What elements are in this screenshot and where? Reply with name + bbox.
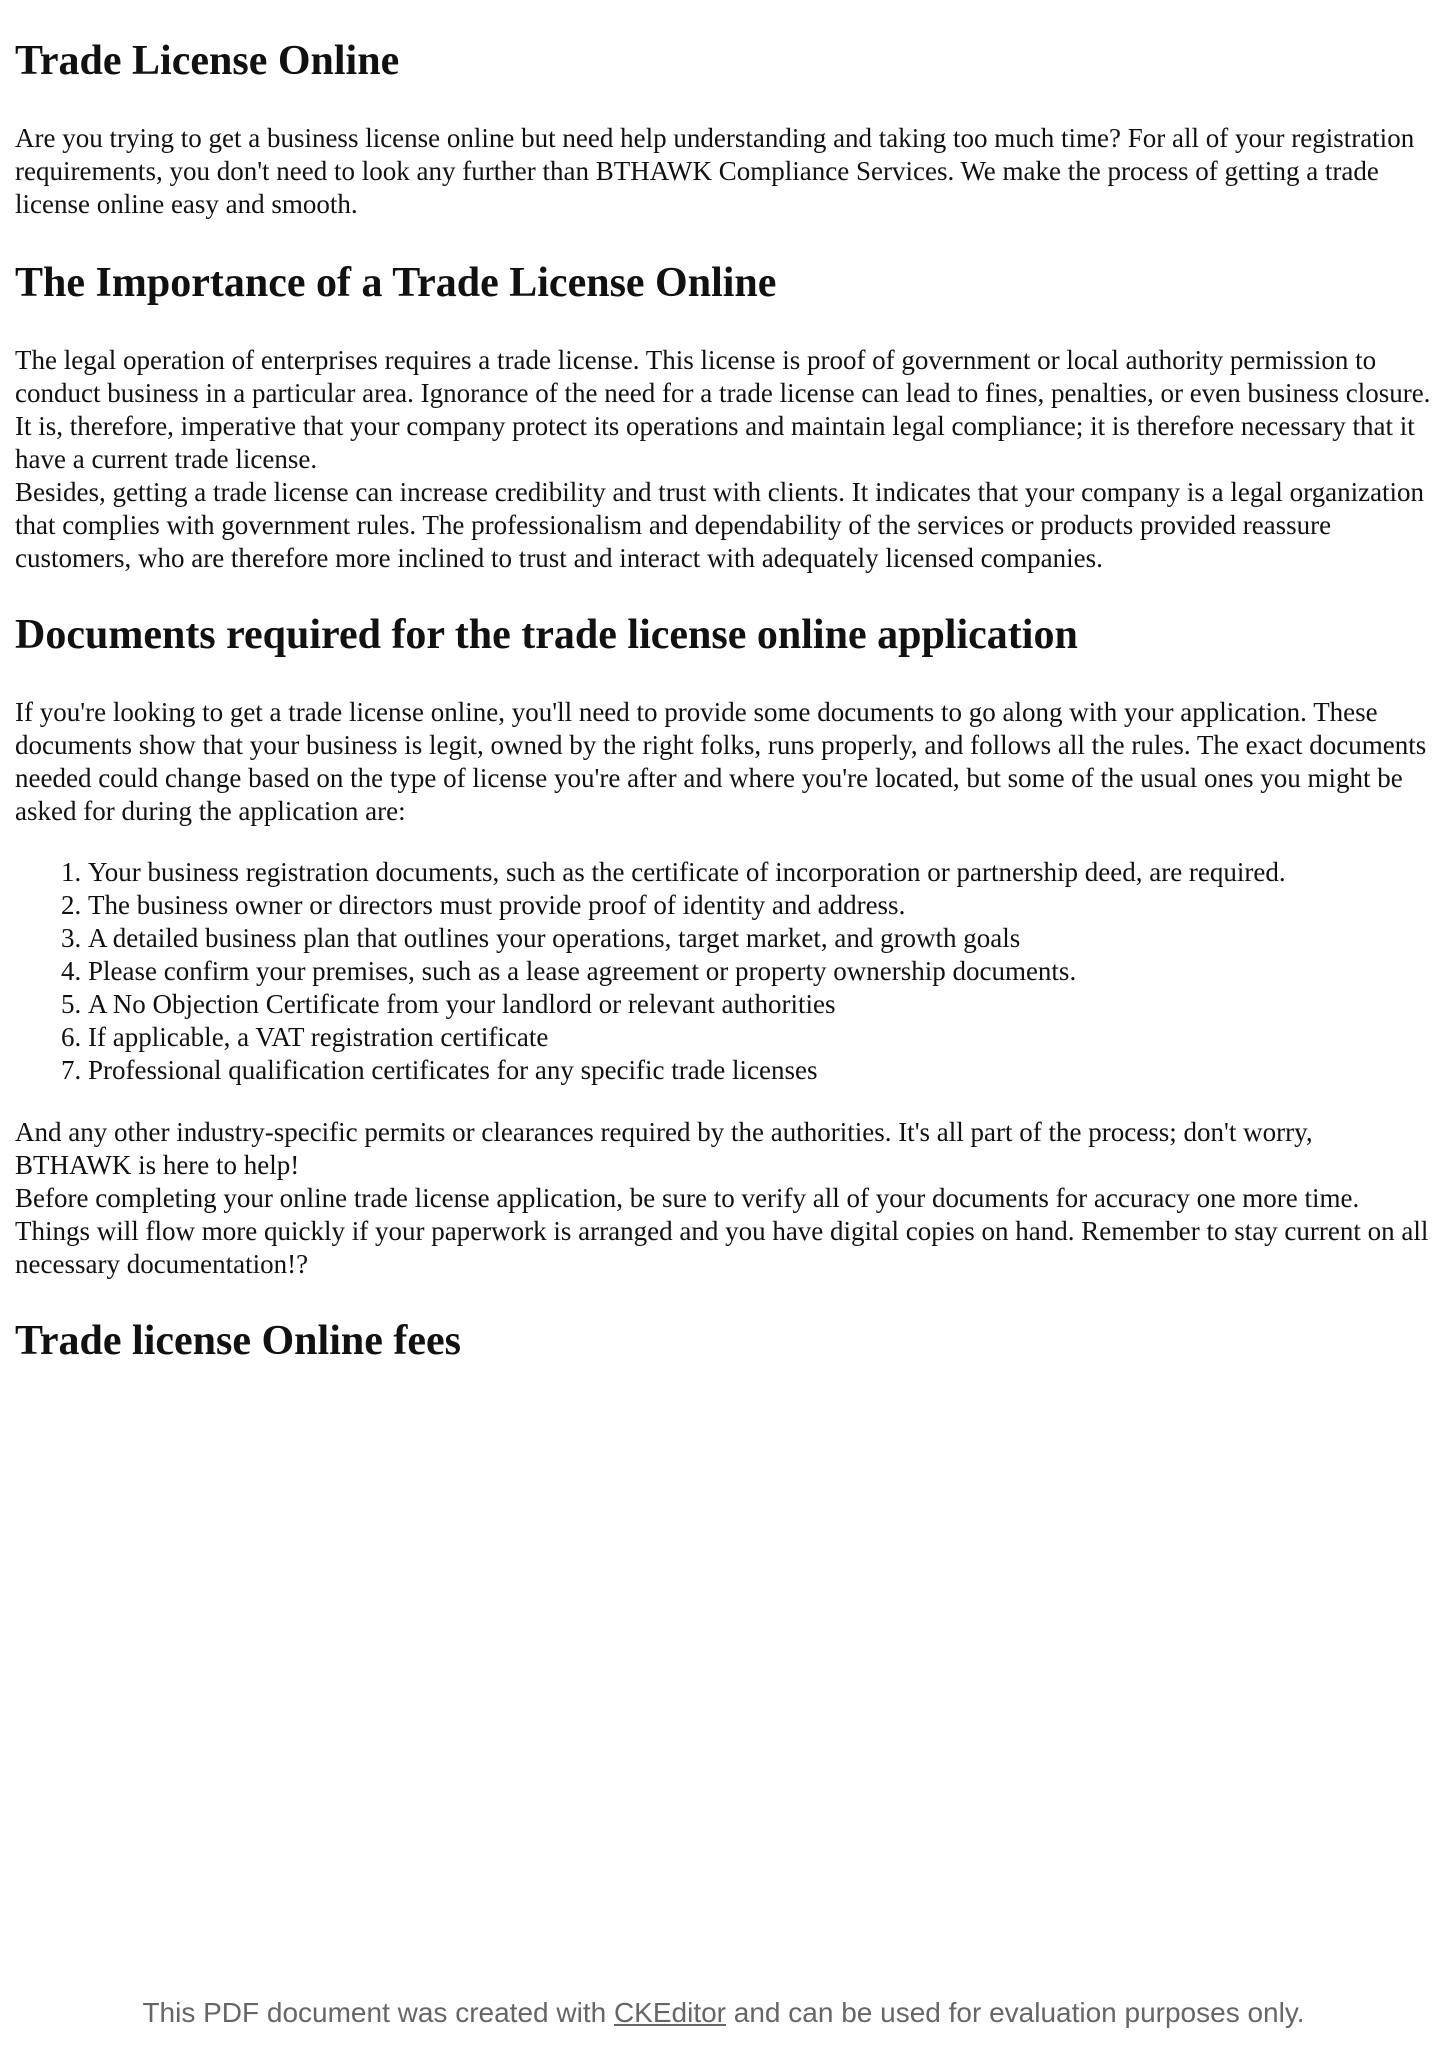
importance-paragraph-1: The legal operation of enterprises requires a trade license. This license is proof of government or local authority permission to conduct business in a particular area. Ignorance of the need for a trade license can lead to fines, penalties, or even business closure. It is, therefore, imperative that your company protect its operations and maintain legal compliance; it is therefore necessary that it have a current trade license. [15,345,1431,474]
footer-prefix: This PDF document was created with [142,1997,614,2028]
list-item: 7. Professional qualification certificates for any specific trade licenses [88,1054,1447,1087]
list-item: 3. A detailed business plan that outlines your operations, target market, and growth goals [88,922,1447,955]
importance-paragraph-2: Besides, getting a trade license can increase credibility and trust with clients. It indicates that your company is a legal organization that complies with government rules. The professionalism and dependability of the services or products provided reassure customers, who are therefore more inclined to trust and interact with adequately licensed companies. [15,477,1425,573]
list-item: 5. A No Objection Certificate from your landlord or relevant authorities [88,988,1447,1021]
fees-heading: Trade license Online fees [15,1318,461,1364]
page-title: Trade License Online [15,38,400,84]
intro-paragraph: Are you trying to get a business license online but need help understanding and taking too much time? For all of your registration requirements, you don't need to look any further than BTHAWK Compliance Services. We make the process of getting a trade license online easy and smooth. [15,123,1415,219]
documents-intro-paragraph: If you're looking to get a trade license online, you'll need to provide some documents to go along with your application. These documents show that your business is legit, owned by the right folks, runs properly, and follows all the rules. The exact documents needed could change based on the type of license you're after and where you're located, but some of the usual ones you might be asked for during the application are: [15,697,1427,826]
evaluation-footer [0,1996,1447,2030]
list-item: 2. The business owner or directors must provide proof of identity and address. [88,889,1447,922]
ckeditor-link[interactable]: CKEditor [613,1997,726,2028]
documents-list [15,856,1447,1087]
list-item: 1. Your business registration documents, such as the certificate of incorporation or partnership deed, are required. [88,856,1447,889]
documents-followup-paragraph-1: And any other industry-specific permits or clearances required by the authorities. It's all part of the process; don't worry, BTHAWK is here to help! [15,1117,1313,1180]
importance-heading: The Importance of a Trade License Online [15,260,777,306]
list-item: 4. Please confirm your premises, such as a lease agreement or property ownership documents. [88,955,1447,988]
documents-followup-paragraph-2: Before completing your online trade license application, be sure to verify all of your documents for accuracy one more time. Things will flow more quickly if your paperwork is arranged and you have digital copies on hand. Remember to stay current on all necessary documentation!? [15,1183,1429,1279]
documents-heading: Documents required for the trade license online application [15,612,1078,658]
list-item: 6. If applicable, a VAT registration certificate [88,1021,1447,1054]
footer-suffix: and can be used for evaluation purposes only. [726,1997,1305,2028]
